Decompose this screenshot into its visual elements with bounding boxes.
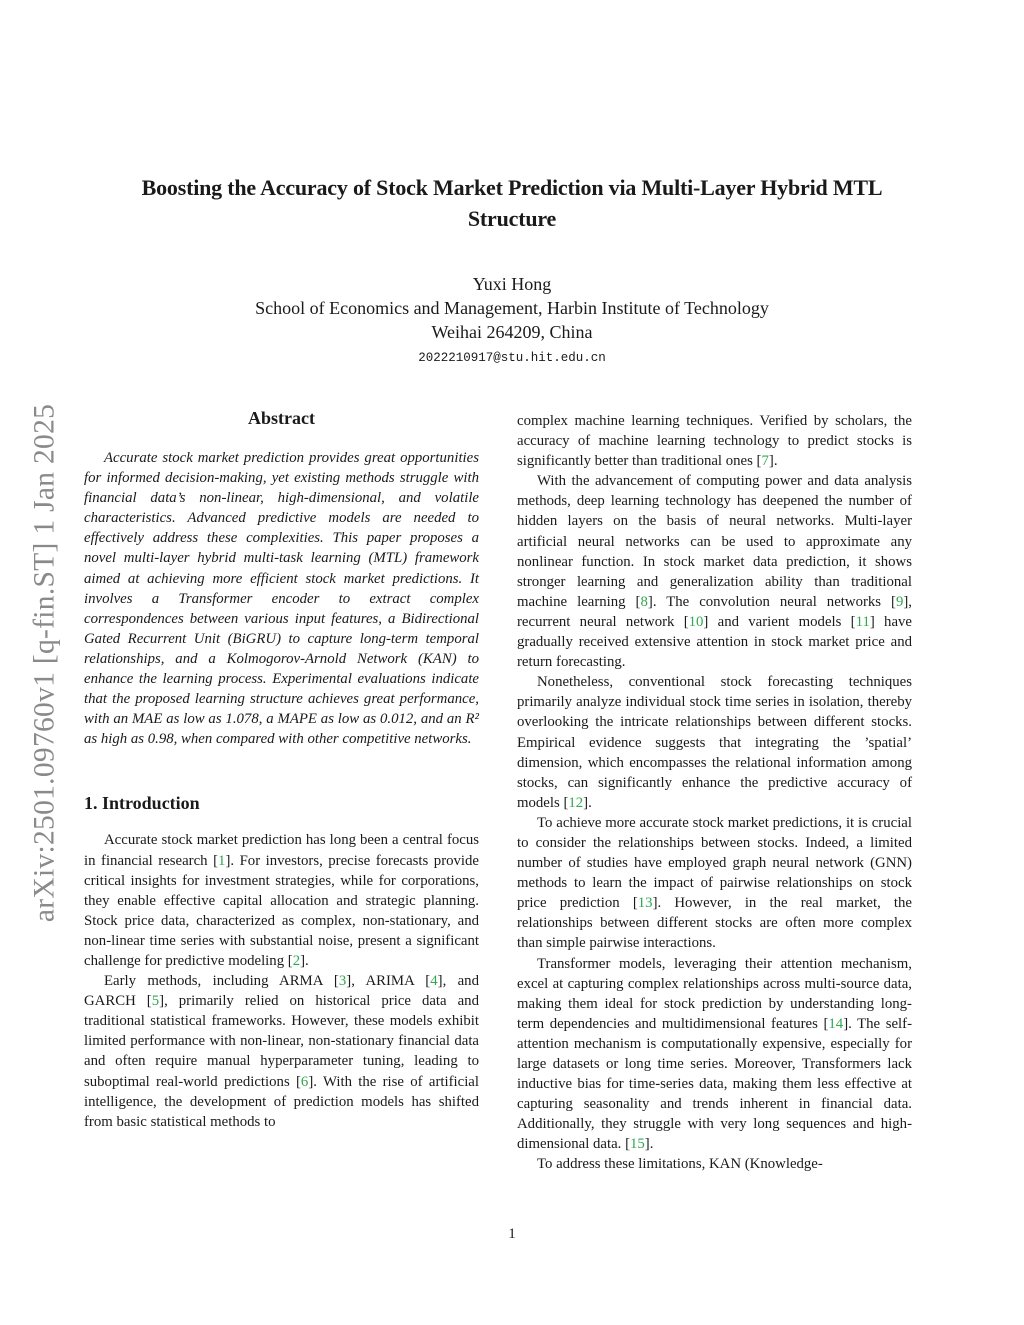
citation-link[interactable]: 11 bbox=[855, 613, 870, 630]
intro-paragraph-continued: complex machine learning techniques. Verified by scholars, the accuracy of machine learning technology to predict stocks is significantly better than traditional ones [7]. bbox=[517, 413, 912, 470]
author-name: Yuxi Hong bbox=[472, 274, 552, 294]
author-email: 2022210917@stu.hit.edu.cn bbox=[418, 351, 606, 365]
citation-link[interactable]: 14 bbox=[828, 1015, 844, 1032]
citation-link[interactable]: 3 bbox=[338, 973, 347, 990]
citation-link[interactable]: 8 bbox=[640, 593, 648, 610]
affiliation-line-1: School of Economics and Management, Harbin Institute of Technology bbox=[255, 298, 769, 318]
intro-paragraph-7: To address these limitations, KAN (Knowledge- bbox=[537, 1156, 823, 1173]
intro-paragraph-6: Transformer models, leveraging their attention mechanism, excel at capturing complex relationships across multi-source data, making them ideal for stock prediction by understanding long-term dependencies and multidimensional features [14]. The self-attention mechanism is computationally expensive, especially for large datasets or long time series. Moreover, Transformers lack inductive bias for time-series data, making them less effective at capturing seasonality and trends inherent in financial data. Additionally, they struggle with very long sequences and high-dimensional data. [15]. bbox=[517, 955, 912, 1153]
citation-link[interactable]: 5 bbox=[151, 993, 160, 1010]
abstract-heading: Abstract bbox=[248, 408, 315, 428]
page-number: 1 bbox=[508, 1226, 516, 1242]
abstract-text: Accurate stock market prediction provides great opportunities for informed decision-making, yet existing methods struggle with financial data’s non-linear, high-dimensional, and volatile characteristics. Advanced predictive models are needed to effectively address these complexities. This paper proposes a novel multi-layer hybrid multi-task learning (MTL) framework aimed at achieving more efficient stock market predictions. It involves a Transformer encoder to extract complex correspondences between various input features, a Bidirectional Gated Recurrent Unit (BiGRU) to capture long-term temporal relationships, and a Kolmogorov-Arnold Network (KAN) to enhance the learning process. Experimental evaluations indicate that the proposed learning structure achieves great performance, with an MAE as low as 1.078, a MAPE as low as 0.012, and an R² as high as 0.98, when compared with other competitive networks. bbox=[84, 450, 479, 748]
title-line-1: Boosting the Accuracy of Stock Market Prediction via Multi-Layer Hybrid MTL bbox=[141, 175, 883, 200]
citation-link[interactable]: 10 bbox=[688, 613, 704, 630]
left-column bbox=[84, 406, 479, 1132]
citation-link[interactable]: 13 bbox=[637, 895, 653, 912]
citation-link[interactable]: 4 bbox=[430, 973, 438, 990]
citation-link[interactable]: 6 bbox=[300, 1073, 309, 1090]
affiliation-line-2: Weihai 264209, China bbox=[431, 322, 593, 342]
citation-link[interactable]: 2 bbox=[292, 952, 301, 969]
title-line-2: Structure bbox=[467, 206, 557, 231]
paper-title bbox=[60, 172, 964, 234]
intro-paragraph-2: Early methods, including ARMA [3], ARIMA [4], and GARCH [5], primarily relied on historical price data and traditional statistical frameworks. However, these models exhibit limited performance with non-linear, non-stationary financial data and often require manual hyperparameter tuning, leading to suboptimal real-world predictions [6]. With the rise of artificial intelligence, the development of prediction models has shifted from basic statistical methods to bbox=[84, 973, 479, 1130]
intro-paragraph-3: With the advancement of computing power and data analysis methods, deep learning technology has deepened the number of hidden layers on the basis of neural networks. Multi-layer artificial neural networks can be used to approximate any nonlinear function. In stock market data prediction, it shows stronger learning and generalization ability than traditional machine learning [8]. The convolution neural networks [9], recurrent neural network [10] and varient models [11] have gradually received extensive attention in stock market price and return forecasting. bbox=[517, 473, 912, 671]
right-column bbox=[517, 411, 912, 1175]
citation-link[interactable]: 12 bbox=[568, 794, 584, 811]
citation-link[interactable]: 9 bbox=[895, 593, 904, 610]
author-block bbox=[100, 272, 924, 368]
arxiv-stamp bbox=[28, 368, 62, 958]
intro-paragraph-1: Accurate stock market prediction has long been a central focus in financial research [1]. For investors, precise forecasts provide critical insights for investment strategies, while for corporations, they enable effective capital allocation and strategic planning. Stock price data, characterized as complex, non-stationary, and non-linear time series with substantial noise, present a significant challenge for predictive modeling [2]. bbox=[84, 832, 479, 969]
intro-paragraph-5: To achieve more accurate stock market predictions, it is crucial to consider the relationships between stocks. Indeed, a limited number of studies have employed graph neural network (GNN) methods to learn the impact of pairwise relationships on stock price prediction [13]. However, in the real market, the relationships between different stocks are often more complex than simple pairwise interactions. bbox=[517, 814, 913, 952]
citation-link[interactable]: 7 bbox=[761, 453, 769, 470]
citation-link[interactable]: 1 bbox=[218, 852, 226, 869]
introduction-heading: 1. Introduction bbox=[84, 793, 200, 814]
citation-link[interactable]: 15 bbox=[630, 1136, 645, 1153]
arxiv-stamp-text: arXiv:2501.09760v1 [q-fin.ST] 1 Jan 2025 bbox=[28, 403, 61, 923]
intro-paragraph-4: Nonetheless, conventional stock forecasting techniques primarily analyze individual stock time series in isolation, thereby overlooking the intricate relationships between different stocks. Empirical evidence suggests that integrating the ’spatial’ dimension, which encompasses the relational information among stocks, can significantly enhance the predictive accuracy of models [12]. bbox=[517, 674, 912, 811]
